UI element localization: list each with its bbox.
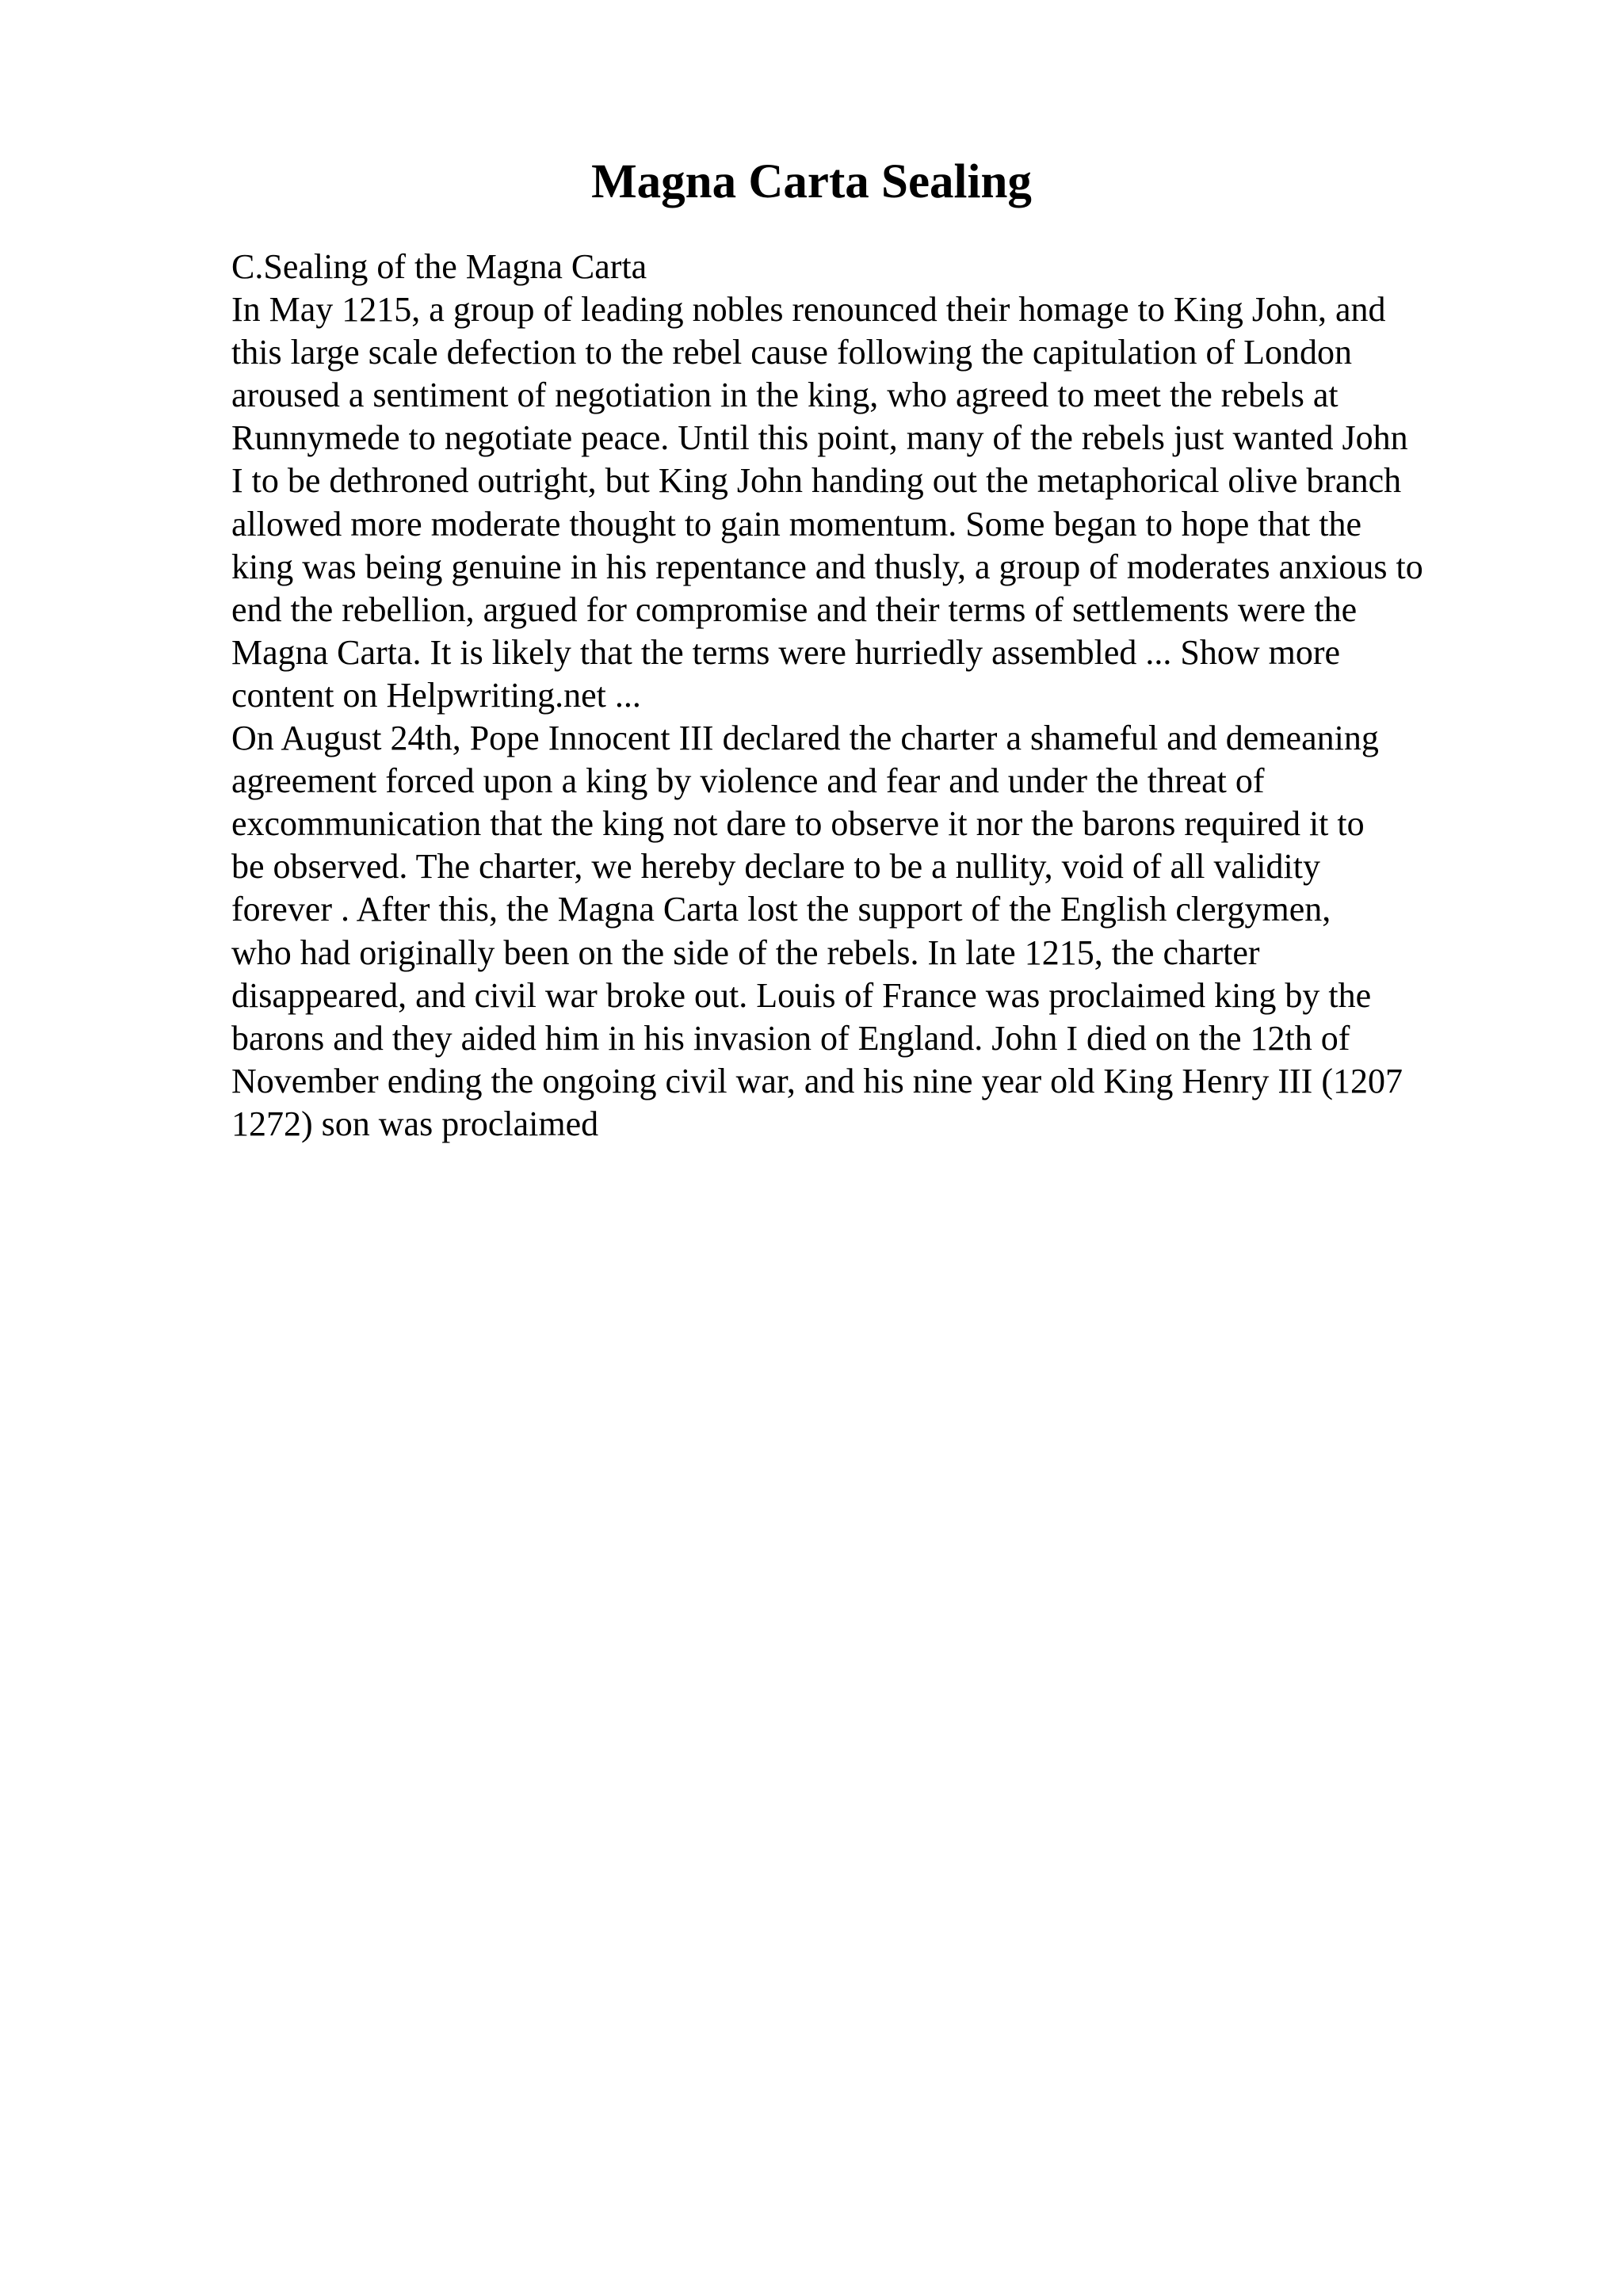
body-line: excommunication that the king not dare to observe it nor the barons required it to (231, 804, 1365, 844)
body-line: I to be dethroned outright, but King John handing out the metaphorical olive branch (231, 461, 1402, 501)
body-line: 1272) son was proclaimed (231, 1104, 599, 1143)
body-line: this large scale defection to the rebel cause following the capitulation of London (231, 333, 1353, 372)
body-line: king was being genuine in his repentance and thusly, a group of moderates anxious to (231, 547, 1423, 586)
body-line: who had originally been on the side of the rebels. In late 1215, the charter (231, 933, 1260, 972)
body-line: November ending the ongoing civil war, and his nine year old King Henry III (1207 (231, 1061, 1403, 1100)
body-line: be observed. The charter, we hereby declare to be a nullity, void of all validity (231, 847, 1320, 887)
body-line: Magna Carta. It is likely that the terms were hurriedly assembled ... Show more (231, 632, 1341, 672)
body-line: aroused a sentiment of negotiation in the king, who agreed to meet the rebels at (231, 376, 1338, 415)
body-line: end the rebellion, argued for compromise and their terms of settlements were the (231, 589, 1358, 629)
document-body (231, 246, 1423, 1146)
body-line: On August 24th, Pope Innocent III declared the charter a shameful and demeaning (231, 719, 1379, 758)
body-line: allowed more moderate thought to gain momentum. Some began to hope that the (231, 504, 1362, 543)
body-line: C.Sealing of the Magna Carta (231, 247, 647, 286)
body-line: Runnymede to negotiate peace. Until this point, many of the rebels just wanted John (231, 418, 1408, 458)
body-line: barons and they aided him in his invasion of England. John I died on the 12th of (231, 1018, 1350, 1058)
body-line: content on Helpwriting.net ... (231, 675, 641, 715)
body-line: disappeared, and civil war broke out. Louis of France was proclaimed king by the (231, 975, 1372, 1015)
body-line: forever . After this, the Magna Carta lost the support of the English clergymen, (231, 890, 1331, 929)
body-line: agreement forced upon a king by violence and fear and under the threat of (231, 761, 1265, 801)
body-line: In May 1215, a group of leading nobles renounced their homage to King John, and (231, 290, 1386, 330)
document-title: Magna Carta Sealing (591, 155, 1032, 208)
